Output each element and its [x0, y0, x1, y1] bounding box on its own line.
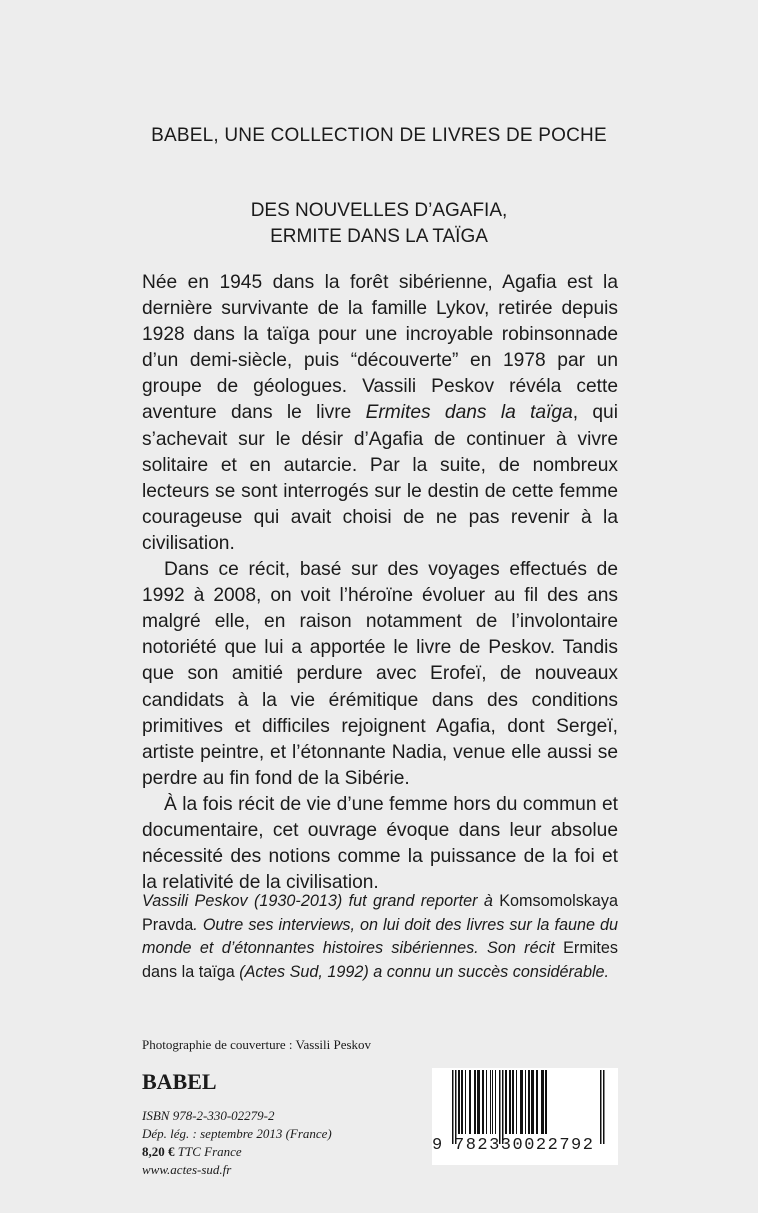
- bio-part-b: Komsomolskaya Pravda: [142, 892, 618, 934]
- summary-paragraph-1: [142, 270, 618, 557]
- barcode-bar: [495, 1070, 496, 1134]
- barcode-bar: [531, 1070, 534, 1134]
- author-bio: [142, 890, 618, 984]
- barcode-bar: [492, 1070, 493, 1134]
- summary-paragraph-2: Dans ce récit, basé sur des voyages effectués de 1992 à 2008, on voit l’héroïne évoluer au fil des ans malgré elle, en raison notamment de l’involontaire notoriété que lui a apportée le livre de Peskov. Tandis que son amitié perdure avec Erofeï, de nouveaux candidats à la vie érémitique dans des conditions primitives et difficiles rejoignent Agafia, dont Sergeï, artiste peintre, et l’étonnante Nadia, venue elle aussi se perdre au fin fond de la Sibérie.: [142, 559, 618, 789]
- barcode-bar: [502, 1070, 504, 1144]
- book-title-line-1: DES NOUVELLES D’AGAFIA,: [250, 200, 508, 221]
- barcode-bar: [486, 1070, 487, 1134]
- photo-credit: Photographie de couverture : Vassili Peskov: [142, 1037, 372, 1052]
- barcode-lead-digit: 9: [432, 1136, 443, 1155]
- summary-p1-text-b: , qui s’achevait sur le désir d’Agafia de continuer à vivre solitaire et en autarcie. Par la suite, de nombreux lecteurs se sont interrogés sur le destin de cette femme courageuse qui avait choisi de ne pas revenir à la civilisation.: [142, 402, 618, 554]
- barcode-bar: [536, 1070, 538, 1134]
- series-line: BABEL, UNE COLLECTION DE LIVRES DE POCHE: [151, 125, 607, 146]
- bio-part-c: . Outre ses interviews, on lui doit des livres sur la faune du monde et d’étonnantes histoires sibériennes. Son récit: [142, 915, 618, 957]
- legal-info: [142, 1107, 332, 1179]
- bio-part-e: (Actes Sud, 1992) a connu un succès considérable.: [234, 962, 610, 981]
- barcode-bar: [600, 1070, 602, 1144]
- price: [142, 1143, 332, 1161]
- legal-deposit: Dép. lég. : septembre 2013 (France): [142, 1126, 332, 1141]
- barcode-bar: [545, 1070, 547, 1134]
- barcode-bar: [512, 1070, 514, 1134]
- barcode-bar: [509, 1070, 511, 1134]
- barcode-digits: 782330022792: [454, 1136, 595, 1155]
- bio-part-d: Ermites dans la taïga: [142, 939, 618, 981]
- summary-p1-text-a: Née en 1945 dans la forêt sibérienne, Agafia est la dernière survivante de la famille Lykov, retirée depuis 1928 dans la taïga pour une incroyable robinsonnade d’un demi-siècle, puis “découverte” en 1978 par un groupe de géologues. Vassili Peskov révéla cette aventure dans le livre: [142, 272, 618, 424]
- barcode-bar: [461, 1070, 463, 1134]
- barcode-bar: [465, 1070, 466, 1134]
- website-url: www.actes-sud.fr: [142, 1162, 232, 1177]
- barcode-bar: [499, 1070, 501, 1144]
- bio-part-a: Vassili Peskov (1930-2013) fut grand reporter à: [142, 892, 500, 910]
- barcode-bar: [458, 1070, 460, 1134]
- barcode-bar: [525, 1070, 526, 1134]
- barcode-bar: [482, 1070, 484, 1134]
- barcode-bar: [490, 1070, 491, 1134]
- summary-paragraph-3: À la fois récit de vie d’une femme hors du commun et documentaire, cet ouvrage évoque dans leur absolue nécessité des notions comme la puissance de la foi et la relativité de la civilisation.: [142, 793, 618, 894]
- price-note: TTC France: [174, 1144, 242, 1159]
- barcode-bar: [452, 1070, 454, 1144]
- isbn: ISBN 978-2-330-02279-2: [142, 1108, 275, 1123]
- barcode-bar: [520, 1070, 523, 1134]
- book-title: [0, 198, 758, 250]
- publisher-logo: BABEL: [142, 1069, 217, 1094]
- summary-text: [142, 270, 618, 896]
- price-value: 8,20 €: [142, 1144, 175, 1159]
- barcode-bar: [469, 1070, 471, 1134]
- barcode-bar: [541, 1070, 544, 1134]
- barcode-bar: [505, 1070, 507, 1134]
- summary-book-title: Ermites dans la taïga: [365, 402, 573, 424]
- barcode-bars: [450, 1070, 614, 1144]
- barcode-bar: [603, 1070, 605, 1144]
- barcode: [432, 1068, 618, 1165]
- barcode-bar: [474, 1070, 476, 1134]
- barcode-bar: [477, 1070, 480, 1134]
- book-title-line-2: ERMITE DANS LA TAÏGA: [270, 226, 488, 247]
- barcode-bar: [528, 1070, 530, 1134]
- barcode-bar: [516, 1070, 517, 1134]
- barcode-bar: [455, 1070, 457, 1144]
